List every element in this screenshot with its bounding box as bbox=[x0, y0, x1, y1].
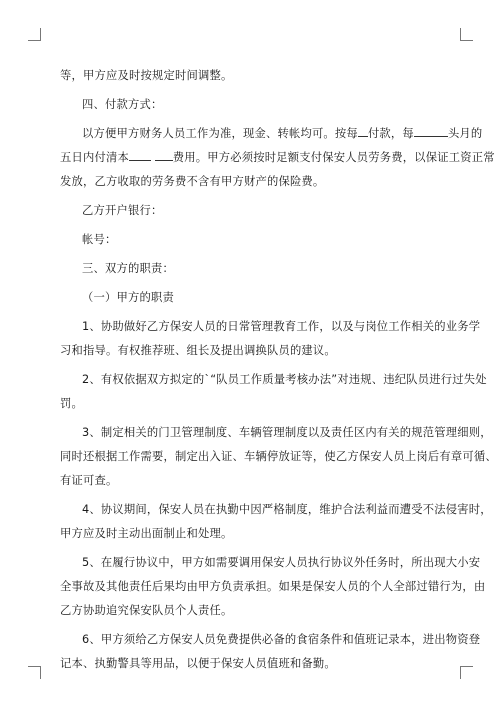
payment-line-2 bbox=[60, 146, 495, 170]
duty-4-line-2: 甲方应及时主动出面制止和处理。 bbox=[60, 527, 233, 540]
account-label: 帐号： bbox=[82, 233, 117, 246]
duty-1-line-1: 1、协助做好乙方保安人员的日常管理教育工作，以及与岗位工作相关的业务学 bbox=[82, 320, 481, 333]
duty-2-line-2: 罚。 bbox=[60, 397, 83, 410]
payment-text-b: 付款，每 bbox=[367, 127, 414, 140]
blank-field[interactable] bbox=[414, 126, 448, 137]
duty-1-line-2: 习和指导。有权推荐班、组长及提出调换队员的建议。 bbox=[60, 344, 336, 357]
crop-mark-top-right bbox=[460, 28, 473, 41]
crop-mark-top-left bbox=[28, 28, 41, 41]
payment-text-a: 以方便甲方财务人员工作为准，现金、转帐均可。按每 bbox=[82, 127, 358, 140]
heading-payment: 四、付款方式： bbox=[82, 98, 163, 111]
duty-5-line-3: 乙方协助追究保安队员个人责任。 bbox=[60, 604, 233, 617]
payment-line-1 bbox=[60, 122, 483, 146]
duty-3-line-2: 同时还根据工作需要，制定出入证、车辆停放证等，使乙方保安人员上岗后有章可循、 bbox=[60, 450, 497, 463]
payment-text-d: 五日内付清本 bbox=[60, 151, 129, 164]
crop-mark-bottom-left bbox=[28, 666, 41, 679]
duty-2-line-1: 2、有权依据双方拟定的`“队员工作质量考核办法”对违规、违纪队员进行过失处 bbox=[82, 373, 487, 386]
document-page bbox=[60, 64, 497, 676]
duty-4-line-1: 4、协议期间，保安人员在执勤中因严格制度，维护合法利益而遭受不法侵害时， bbox=[82, 503, 492, 516]
heading-duties: 三、双方的职责： bbox=[82, 262, 174, 275]
bank-label: 乙方开户银行： bbox=[82, 204, 163, 217]
duty-5-line-1: 5、在履行协议中，甲方如需要调用保安人员执行协议外任务时，所出现大小安 bbox=[82, 556, 481, 569]
blank-field[interactable] bbox=[358, 126, 368, 137]
duty-6-line-2: 记本、执勤警具等用品，以便于保安人员值班和备勤。 bbox=[60, 657, 336, 670]
payment-text-e: 费用。甲方必须按时足额支付保安人员劳务费，以保证工资正常 bbox=[172, 151, 495, 164]
blank-field[interactable] bbox=[155, 150, 173, 161]
duty-6-line-1: 6、甲方须给乙方保安人员免费提供必备的食宿条件和值班记录本，进出物资登 bbox=[82, 633, 481, 646]
duty-3-line-1: 3、制定相关的门卫管理制度、车辆管理制度以及责任区内有关的规范管理细则， bbox=[82, 426, 492, 439]
heading-party-a: （一）甲方的职责 bbox=[82, 291, 174, 304]
payment-line-3: 发放，乙方收取的劳务费不含有甲方财产的保险费。 bbox=[60, 175, 325, 188]
duty-5-line-2: 全事故及其他责任后果均由甲方负责承担。如果是保安人员的个人全部过错行为，由 bbox=[60, 580, 486, 593]
duty-3-line-3: 有证可查。 bbox=[60, 474, 118, 487]
paragraph-continuation: 等，甲方应及时按规定时间调整。 bbox=[60, 69, 233, 82]
blank-field[interactable] bbox=[129, 150, 151, 161]
crop-mark-bottom-right bbox=[460, 666, 473, 679]
payment-text-c: 头月的 bbox=[447, 127, 483, 140]
